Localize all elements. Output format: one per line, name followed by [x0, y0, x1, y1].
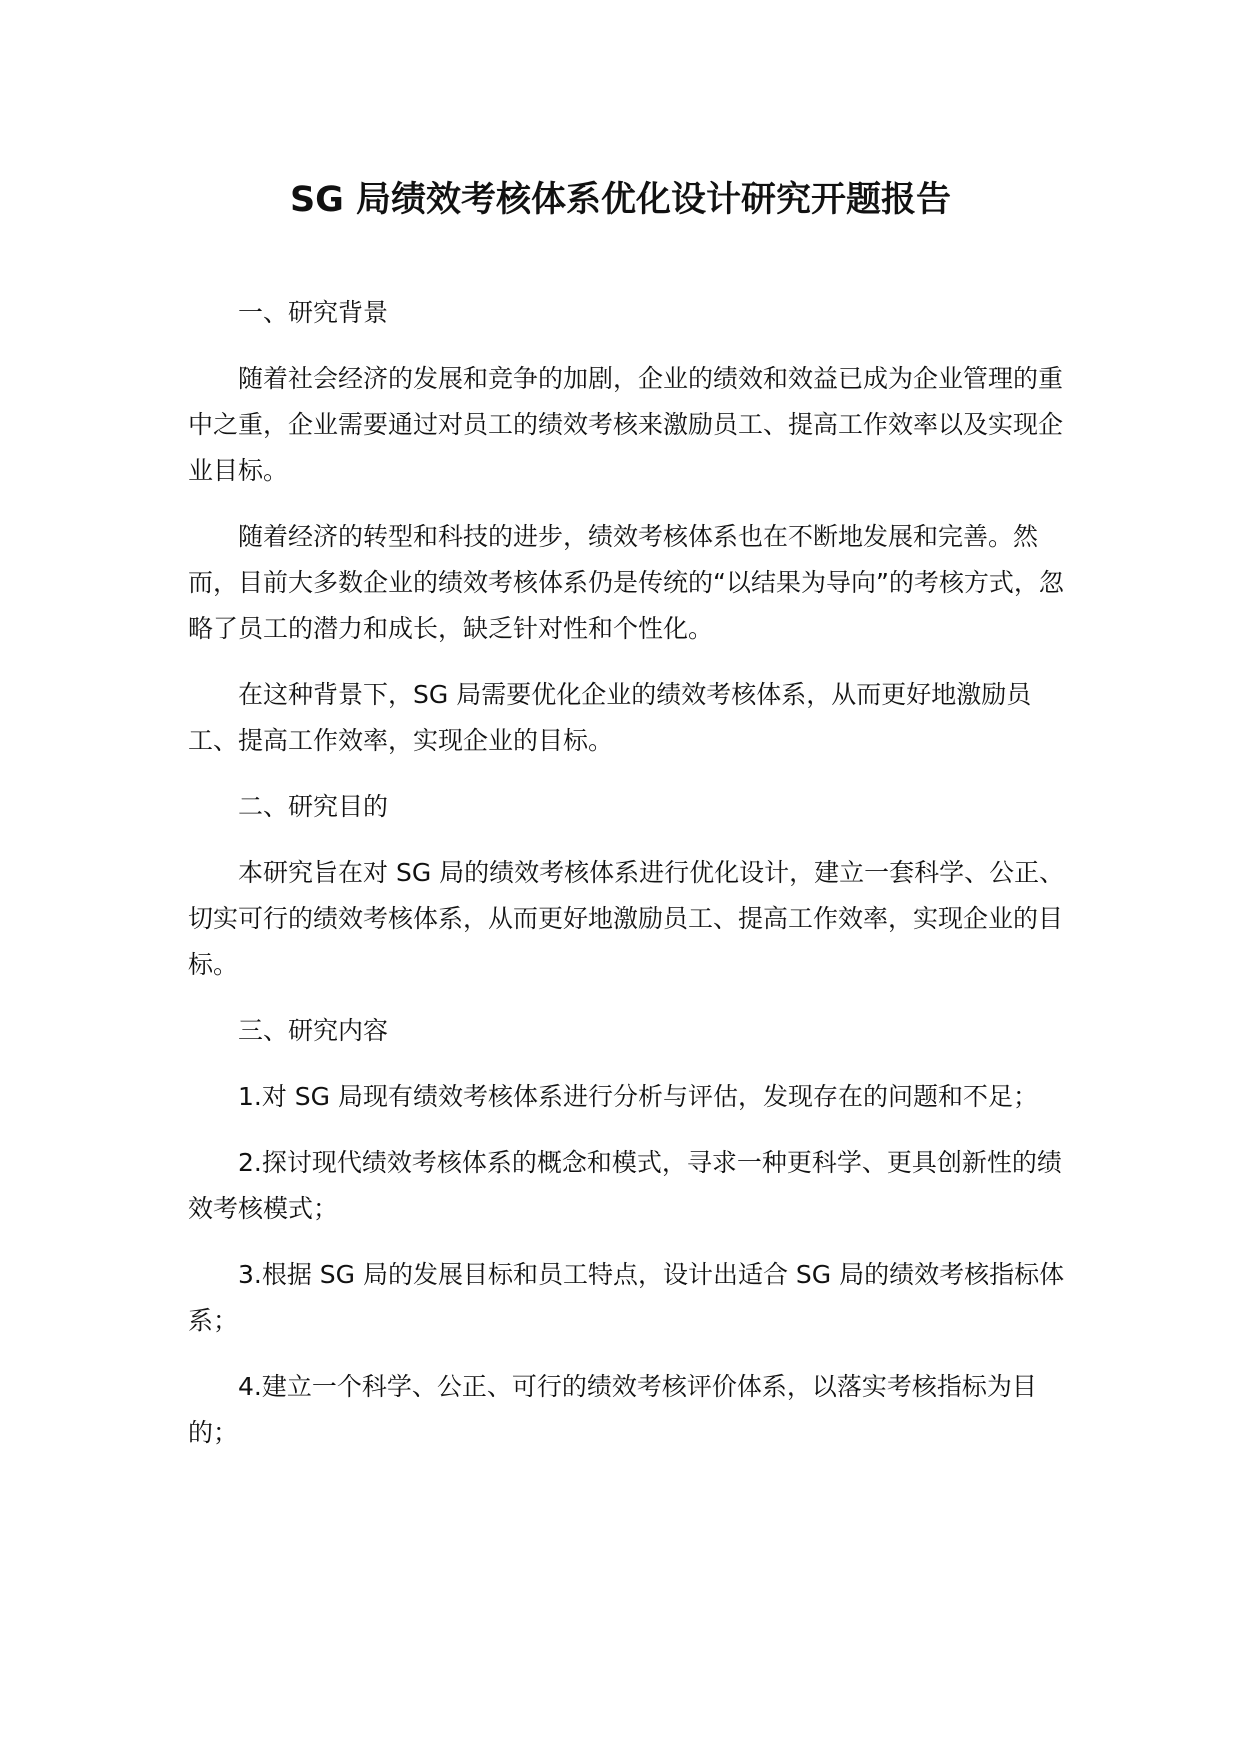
paragraph: 本研究旨在对 SG 局的绩效考核体系进行优化设计，建立一套科学、公正、切实可行的绩效考核体系，从而更好地激励员工、提高工作效率，实现企业的目标。 — [188, 858, 1065, 979]
list-item: 1.对 SG 局现有绩效考核体系进行分析与评估，发现存在的问题和不足； — [238, 1082, 1038, 1111]
document-title: SG 局绩效考核体系优化设计研究开题报告 — [289, 180, 952, 220]
paragraph: 随着经济的转型和科技的进步，绩效考核体系也在不断地发展和完善。然而，目前大多数企业的绩效考核体系仍是传统的“以结果为导向”的考核方式，忽略了员工的潜力和成长，缺乏针对性和个性化。 — [188, 522, 1064, 643]
list-item: 4.建立一个科学、公正、可行的绩效考核评价体系，以落实考核指标为目的； — [188, 1372, 1037, 1447]
document-body — [188, 290, 1078, 1476]
list-item: 3.根据 SG 局的发展目标和员工特点，设计出适合 SG 局的绩效考核指标体系； — [188, 1260, 1065, 1335]
section-heading-purpose: 二、研究目的 — [238, 792, 389, 821]
paragraph: 随着社会经济的发展和竞争的加剧，企业的绩效和效益已成为企业管理的重中之重，企业需要通过对员工的绩效考核来激励员工、提高工作效率以及实现企业目标。 — [188, 364, 1064, 485]
section-heading-content: 三、研究内容 — [238, 1016, 389, 1045]
list-item: 2.探讨现代绩效考核体系的概念和模式，寻求一种更科学、更具创新性的绩效考核模式； — [188, 1148, 1062, 1223]
paragraph: 在这种背景下，SG 局需要优化企业的绩效考核体系，从而更好地激励员工、提高工作效率，实现企业的目标。 — [188, 680, 1032, 755]
section-heading-background: 一、研究背景 — [238, 298, 389, 327]
